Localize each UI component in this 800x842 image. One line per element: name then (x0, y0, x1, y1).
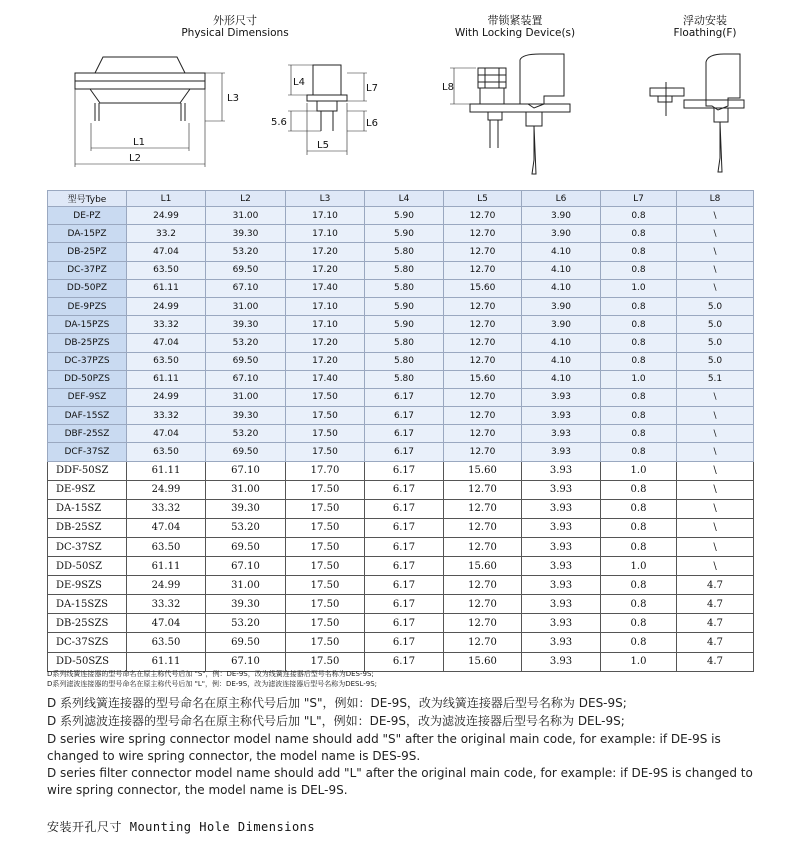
value-cell: 3.93 (522, 557, 601, 576)
model-cell: DB-25PZ (48, 243, 127, 261)
model-cell: DC-37PZ (48, 261, 127, 279)
value-cell: 0.8 (601, 518, 677, 537)
model-cell: DA-15PZS (48, 316, 127, 334)
value-cell: \ (677, 499, 754, 518)
value-cell: 4.7 (677, 652, 754, 671)
value-cell: 33.32 (127, 595, 206, 614)
table-row (48, 261, 754, 279)
value-cell: 12.70 (444, 443, 522, 461)
value-cell: 12.70 (444, 425, 522, 443)
model-cell: DE-9PZS (48, 297, 127, 315)
value-cell: 17.10 (286, 316, 365, 334)
value-cell: 17.50 (286, 388, 365, 406)
table-row (48, 518, 754, 537)
value-cell: 47.04 (127, 614, 206, 633)
table-row (48, 499, 754, 518)
model-cell: DDF-50SZ (48, 461, 127, 480)
value-cell: 39.30 (206, 225, 286, 243)
value-cell: \ (677, 388, 754, 406)
value-cell: 3.93 (522, 614, 601, 633)
value-cell: 5.90 (365, 225, 444, 243)
value-cell: 17.50 (286, 538, 365, 557)
table-row (48, 334, 754, 352)
table-row (48, 407, 754, 425)
value-cell: \ (677, 443, 754, 461)
table-row (48, 279, 754, 297)
value-cell: 15.60 (444, 279, 522, 297)
value-cell: 4.10 (522, 243, 601, 261)
floating-title-cn: 浮动安装 (683, 14, 727, 27)
value-cell: 17.10 (286, 207, 365, 225)
model-cell: DA-15PZ (48, 225, 127, 243)
value-cell: 4.7 (677, 576, 754, 595)
value-cell: 3.93 (522, 461, 601, 480)
value-cell: 5.90 (365, 297, 444, 315)
value-cell: 4.10 (522, 370, 601, 388)
value-cell: 3.93 (522, 425, 601, 443)
value-cell: 33.32 (127, 316, 206, 334)
value-cell: 3.93 (522, 480, 601, 499)
value-cell: 5.0 (677, 297, 754, 315)
value-cell: 3.93 (522, 538, 601, 557)
value-cell: 67.10 (206, 652, 286, 671)
table-row (48, 425, 754, 443)
value-cell: 24.99 (127, 297, 206, 315)
value-cell: 4.10 (522, 334, 601, 352)
value-cell: 12.70 (444, 480, 522, 499)
value-cell: 15.60 (444, 652, 522, 671)
value-cell: 17.20 (286, 334, 365, 352)
value-cell: 17.50 (286, 518, 365, 537)
model-cell: DD-50SZ (48, 557, 127, 576)
table-row (48, 352, 754, 370)
physical-dimensions-drawing (55, 45, 395, 175)
note-cn-wire-spring: D 系列线簧连接器的型号命名在原主称代号后加 "S"，例如：DE-9S，改为线簧连接器后型号名称为 DES-9S; (47, 696, 627, 710)
value-cell: 15.60 (444, 461, 522, 480)
value-cell: 12.70 (444, 316, 522, 334)
value-cell: 17.50 (286, 576, 365, 595)
value-cell: 17.20 (286, 243, 365, 261)
value-cell: 1.0 (601, 652, 677, 671)
value-cell: 17.20 (286, 261, 365, 279)
value-cell: 17.50 (286, 499, 365, 518)
value-cell: 31.00 (206, 297, 286, 315)
value-cell: 17.10 (286, 225, 365, 243)
value-cell: 5.80 (365, 334, 444, 352)
value-cell: \ (677, 425, 754, 443)
table-row (48, 388, 754, 406)
value-cell: 67.10 (206, 557, 286, 576)
value-cell: 6.17 (365, 425, 444, 443)
value-cell: 6.17 (365, 538, 444, 557)
value-cell: 3.93 (522, 499, 601, 518)
value-cell: 24.99 (127, 388, 206, 406)
value-cell: 12.70 (444, 352, 522, 370)
value-cell: 12.70 (444, 297, 522, 315)
small-note-s: D系列线簧连接器的型号命名在原主称代号后加 "S"，例：DE-9S，改为线簧连接器后型号名称为DES-9S; (47, 670, 374, 678)
value-cell: 6.17 (365, 576, 444, 595)
label-l4: L4 (293, 77, 305, 88)
note-cn-filter: D 系列滤波连接器的型号命名在原主称代号后加 "L"，例如：DE-9S，改为滤波连接器后型号名称为 DEL-9S; (47, 714, 625, 728)
value-cell: 33.32 (127, 499, 206, 518)
locking-title-cn: 带锁紧装置 (487, 14, 543, 27)
value-cell: 6.17 (365, 480, 444, 499)
value-cell: 61.11 (127, 370, 206, 388)
value-cell: 17.20 (286, 352, 365, 370)
value-cell: \ (677, 407, 754, 425)
small-note-l: D系列滤波连接器的型号命名在原主称代号后加 "L"，例：DE-9S，改为滤波连接器后型号名称为DESL-9S; (47, 680, 378, 688)
value-cell: 3.93 (522, 388, 601, 406)
column-header: L8 (677, 191, 754, 207)
value-cell: \ (677, 557, 754, 576)
value-cell: 12.70 (444, 407, 522, 425)
value-cell: 0.8 (601, 261, 677, 279)
value-cell: 6.17 (365, 614, 444, 633)
value-cell: 6.17 (365, 633, 444, 652)
value-cell: 1.0 (601, 370, 677, 388)
column-header: L1 (127, 191, 206, 207)
value-cell: 67.10 (206, 461, 286, 480)
table-row (48, 557, 754, 576)
value-cell: 0.8 (601, 538, 677, 557)
value-cell: 24.99 (127, 480, 206, 499)
value-cell: 0.8 (601, 480, 677, 499)
value-cell: 12.70 (444, 388, 522, 406)
value-cell: 53.20 (206, 518, 286, 537)
value-cell: 12.70 (444, 614, 522, 633)
value-cell: 5.0 (677, 334, 754, 352)
value-cell: \ (677, 279, 754, 297)
model-cell: DD-50PZS (48, 370, 127, 388)
value-cell: 3.93 (522, 407, 601, 425)
column-header: L3 (286, 191, 365, 207)
physical-title-en: Physical Dimensions (181, 27, 289, 39)
model-cell: DB-25SZS (48, 614, 127, 633)
label-l7: L7 (366, 83, 378, 94)
value-cell: 6.17 (365, 499, 444, 518)
value-cell: 17.50 (286, 443, 365, 461)
floating-title-en: Floathing(F) (673, 27, 737, 39)
physical-title-cn: 外形尺寸 (213, 14, 257, 27)
table-row (48, 370, 754, 388)
note-en-wire-spring: D series wire spring connector model name should add "S" after the original main code, for example: if DE-9S is changed to wire spring connector, the model name is DES-9S. (47, 732, 721, 763)
table-row (48, 243, 754, 261)
value-cell: 12.70 (444, 334, 522, 352)
value-cell: 69.50 (206, 261, 286, 279)
model-cell: DB-25SZ (48, 518, 127, 537)
value-cell: 3.90 (522, 225, 601, 243)
value-cell: 4.10 (522, 261, 601, 279)
value-cell: \ (677, 538, 754, 557)
value-cell: 12.70 (444, 538, 522, 557)
value-cell: 4.10 (522, 352, 601, 370)
label-l1: L1 (133, 137, 145, 148)
value-cell: 47.04 (127, 425, 206, 443)
value-cell: 67.10 (206, 370, 286, 388)
table-row (48, 443, 754, 461)
value-cell: 12.70 (444, 518, 522, 537)
value-cell: 53.20 (206, 243, 286, 261)
value-cell: 39.30 (206, 595, 286, 614)
value-cell: 3.93 (522, 633, 601, 652)
value-cell: 53.20 (206, 614, 286, 633)
value-cell: 24.99 (127, 576, 206, 595)
value-cell: 0.8 (601, 407, 677, 425)
value-cell: 69.50 (206, 443, 286, 461)
value-cell: 17.40 (286, 279, 365, 297)
value-cell: 24.99 (127, 207, 206, 225)
physical-dimensions-title (160, 14, 310, 40)
model-cell: DD-50SZS (48, 652, 127, 671)
value-cell: 17.50 (286, 652, 365, 671)
value-cell: 0.8 (601, 499, 677, 518)
value-cell: 33.32 (127, 407, 206, 425)
value-cell: 17.50 (286, 557, 365, 576)
value-cell: 6.17 (365, 652, 444, 671)
value-cell: 0.8 (601, 243, 677, 261)
label-56: 5.6 (271, 117, 287, 128)
value-cell: 39.30 (206, 499, 286, 518)
value-cell: 3.90 (522, 316, 601, 334)
value-cell: 3.90 (522, 297, 601, 315)
value-cell: 12.70 (444, 499, 522, 518)
table-row (48, 225, 754, 243)
value-cell: 39.30 (206, 316, 286, 334)
value-cell: 5.80 (365, 261, 444, 279)
model-cell: DBF-25SZ (48, 425, 127, 443)
value-cell: \ (677, 518, 754, 537)
value-cell: 67.10 (206, 279, 286, 297)
value-cell: 6.17 (365, 407, 444, 425)
value-cell: 63.50 (127, 352, 206, 370)
model-cell: DCF-37SZ (48, 443, 127, 461)
column-header: L7 (601, 191, 677, 207)
value-cell: 63.50 (127, 443, 206, 461)
model-cell: DD-50PZ (48, 279, 127, 297)
value-cell: 61.11 (127, 279, 206, 297)
model-cell: DE-9SZS (48, 576, 127, 595)
value-cell: 3.93 (522, 652, 601, 671)
value-cell: 5.0 (677, 316, 754, 334)
value-cell: 0.8 (601, 388, 677, 406)
value-cell: 17.50 (286, 407, 365, 425)
value-cell: 0.8 (601, 576, 677, 595)
table-row (48, 316, 754, 334)
value-cell: 1.0 (601, 279, 677, 297)
value-cell: 31.00 (206, 207, 286, 225)
column-header: 型号Tybe (48, 191, 127, 207)
value-cell: 5.90 (365, 316, 444, 334)
label-l3: L3 (227, 93, 239, 104)
value-cell: 1.0 (601, 461, 677, 480)
value-cell: 47.04 (127, 518, 206, 537)
model-cell: DA-15SZS (48, 595, 127, 614)
value-cell: 5.1 (677, 370, 754, 388)
value-cell: \ (677, 207, 754, 225)
value-cell: \ (677, 225, 754, 243)
locking-device-title (445, 14, 585, 40)
value-cell: 15.60 (444, 370, 522, 388)
value-cell: 5.0 (677, 352, 754, 370)
value-cell: 12.70 (444, 261, 522, 279)
value-cell: 5.80 (365, 279, 444, 297)
value-cell: 63.50 (127, 538, 206, 557)
value-cell: 31.00 (206, 480, 286, 499)
value-cell: 4.7 (677, 595, 754, 614)
value-cell: 0.8 (601, 443, 677, 461)
value-cell: 5.80 (365, 352, 444, 370)
column-header: L4 (365, 191, 444, 207)
value-cell: 17.50 (286, 480, 365, 499)
value-cell: 63.50 (127, 633, 206, 652)
value-cell: \ (677, 480, 754, 499)
value-cell: 33.2 (127, 225, 206, 243)
value-cell: 61.11 (127, 557, 206, 576)
value-cell: 5.80 (365, 370, 444, 388)
floating-mount-drawing (648, 48, 758, 188)
table-row (48, 480, 754, 499)
value-cell: 3.93 (522, 576, 601, 595)
value-cell: 31.00 (206, 576, 286, 595)
value-cell: 0.8 (601, 425, 677, 443)
table-row (48, 461, 754, 480)
table-row (48, 576, 754, 595)
model-cell: DC-37PZS (48, 352, 127, 370)
value-cell: 61.11 (127, 652, 206, 671)
value-cell: 69.50 (206, 633, 286, 652)
value-cell: 12.70 (444, 207, 522, 225)
value-cell: 53.20 (206, 334, 286, 352)
locking-device-drawing (440, 48, 580, 188)
model-cell: DB-25PZS (48, 334, 127, 352)
value-cell: 3.93 (522, 518, 601, 537)
value-cell: 47.04 (127, 334, 206, 352)
value-cell: 0.8 (601, 614, 677, 633)
value-cell: 0.8 (601, 297, 677, 315)
value-cell: 0.8 (601, 595, 677, 614)
model-cell: DC-37SZS (48, 633, 127, 652)
value-cell: 17.10 (286, 297, 365, 315)
value-cell: 12.70 (444, 243, 522, 261)
table-row (48, 633, 754, 652)
table-row (48, 538, 754, 557)
value-cell: 17.50 (286, 425, 365, 443)
locking-title-en: With Locking Device(s) (454, 27, 576, 39)
value-cell: 3.93 (522, 443, 601, 461)
value-cell: 6.17 (365, 443, 444, 461)
value-cell: 61.11 (127, 461, 206, 480)
value-cell: 69.50 (206, 352, 286, 370)
label-l8: L8 (442, 82, 454, 93)
value-cell: 0.8 (601, 633, 677, 652)
model-cell: DE-9SZ (48, 480, 127, 499)
value-cell: 0.8 (601, 225, 677, 243)
model-cell: DEF-9SZ (48, 388, 127, 406)
value-cell: 6.17 (365, 461, 444, 480)
value-cell: 0.8 (601, 352, 677, 370)
value-cell: 53.20 (206, 425, 286, 443)
value-cell: \ (677, 243, 754, 261)
model-cell: DE-PZ (48, 207, 127, 225)
label-l6: L6 (366, 118, 378, 129)
value-cell: \ (677, 261, 754, 279)
value-cell: 6.17 (365, 388, 444, 406)
table-row (48, 207, 754, 225)
value-cell: 4.7 (677, 614, 754, 633)
value-cell: 12.70 (444, 595, 522, 614)
label-l2: L2 (129, 153, 141, 164)
model-cell: DC-37SZ (48, 538, 127, 557)
value-cell: 12.70 (444, 225, 522, 243)
value-cell: 6.17 (365, 595, 444, 614)
value-cell: 69.50 (206, 538, 286, 557)
floating-title (650, 14, 760, 40)
value-cell: 31.00 (206, 388, 286, 406)
value-cell: 3.93 (522, 595, 601, 614)
table-row (48, 614, 754, 633)
value-cell: 17.40 (286, 370, 365, 388)
model-cell: DAF-15SZ (48, 407, 127, 425)
column-header: L5 (444, 191, 522, 207)
value-cell: 63.50 (127, 261, 206, 279)
value-cell: 1.0 (601, 557, 677, 576)
value-cell: 12.70 (444, 576, 522, 595)
model-cell: DA-15SZ (48, 499, 127, 518)
value-cell: 0.8 (601, 207, 677, 225)
value-cell: 17.50 (286, 633, 365, 652)
value-cell: 17.50 (286, 595, 365, 614)
value-cell: 47.04 (127, 243, 206, 261)
column-header: L2 (206, 191, 286, 207)
value-cell: 15.60 (444, 557, 522, 576)
value-cell: 4.10 (522, 279, 601, 297)
value-cell: 17.70 (286, 461, 365, 480)
column-header: L6 (522, 191, 601, 207)
value-cell: 4.7 (677, 633, 754, 652)
table-row (48, 595, 754, 614)
value-cell: 6.17 (365, 557, 444, 576)
value-cell: 5.90 (365, 207, 444, 225)
value-cell: 5.80 (365, 243, 444, 261)
table-row (48, 652, 754, 671)
note-en-filter: D series filter connector model name should add "L" after the original main code, for example: if DE-9S is changed to wire spring connector, the model name is DEL-9S. (47, 766, 753, 797)
mounting-hole-title: 安装开孔尺寸 Mounting Hole Dimensions (47, 820, 316, 834)
value-cell: \ (677, 461, 754, 480)
table-row (48, 297, 754, 315)
table-header-row (48, 191, 754, 207)
value-cell: 0.8 (601, 334, 677, 352)
value-cell: 0.8 (601, 316, 677, 334)
label-l5: L5 (317, 140, 329, 151)
value-cell: 17.50 (286, 614, 365, 633)
value-cell: 39.30 (206, 407, 286, 425)
value-cell: 3.90 (522, 207, 601, 225)
dimensions-table (47, 190, 754, 672)
value-cell: 6.17 (365, 518, 444, 537)
value-cell: 12.70 (444, 633, 522, 652)
